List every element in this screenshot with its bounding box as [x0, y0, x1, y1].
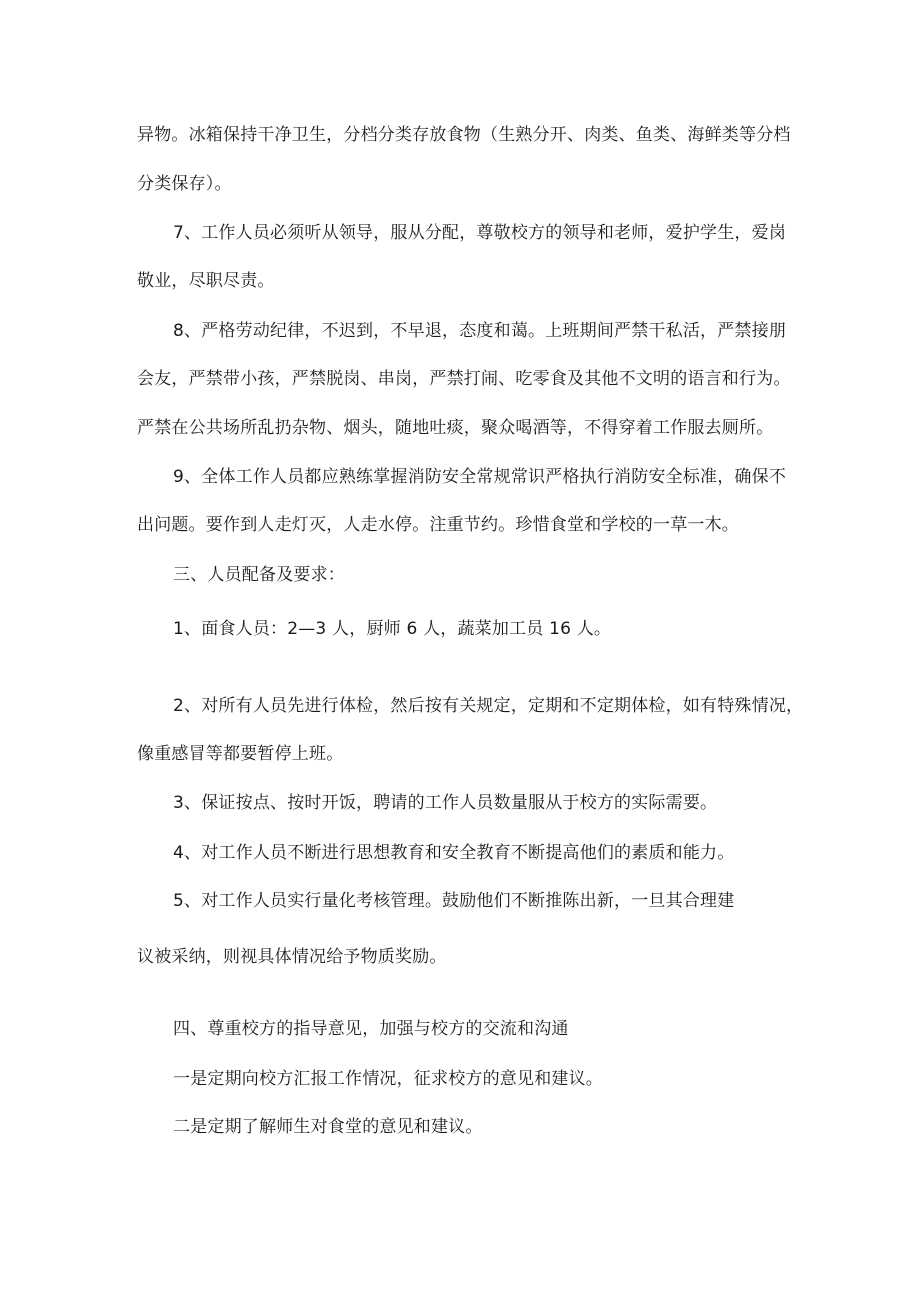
- paragraph-9-line-1: 9、全体工作人员都应熟练掌握消防安全常规常识严格执行消防安全标准，确保不: [173, 467, 787, 487]
- paragraph-9-line-2: 出问题。要作到人走灯灭，人走水停。注重节约。珍惜食堂和学校的一草一木。: [137, 515, 739, 535]
- staffing-item-2-line-1: 2、对所有人员先进行体检，然后按有关规定，定期和不定期体检，如有特殊情况，: [173, 696, 804, 716]
- paragraph-8-line-1: 8、严格劳动纪律，不迟到，不早退，态度和蔼。上班期间严禁干私活，严禁接朋: [173, 321, 787, 341]
- paragraph-7-line-2: 敬业，尽职尽责。: [137, 271, 275, 291]
- paragraph-8-line-2: 会友，严禁带小孩，严禁脱岗、串岗，严禁打闹、吃零食及其他不文明的语言和行为。: [137, 369, 791, 389]
- paragraph-8-line-3: 严禁在公共场所乱扔杂物、烟头，随地吐痰，聚众喝酒等，不得穿着工作服去厕所。: [137, 418, 774, 438]
- paragraph-6-line-2: 分类保存）。: [137, 174, 232, 194]
- communication-item-2: 二是定期了解师生对食堂的意见和建议。: [173, 1117, 483, 1137]
- paragraph-6-line-1: 异物。冰箱保持干净卫生，分档分类存放食物（生熟分开、肉类、鱼类、海鲜类等分档: [137, 125, 791, 145]
- section-heading-4: 四、尊重校方的指导意见，加强与校方的交流和沟通: [173, 1019, 569, 1039]
- paragraph-7-line-1: 7、工作人员必须听从领导，服从分配，尊敬校方的领导和老师，爱护学生，爱岗: [173, 223, 787, 243]
- section-heading-3: 三、人员配备及要求：: [173, 565, 345, 585]
- staffing-item-2-line-2: 像重感冒等都要暂停上班。: [137, 744, 344, 764]
- staffing-item-1: 1、面食人员：2—3 人，厨师 6 人，蔬菜加工员 16 人。: [173, 619, 612, 639]
- staffing-item-4: 4、对工作人员不断进行思想教育和安全教育不断提高他们的素质和能力。: [173, 843, 735, 863]
- staffing-item-5-line-1: 5、对工作人员实行量化考核管理。鼓励他们不断推陈出新，一旦其合理建: [173, 891, 735, 911]
- communication-item-1: 一是定期向校方汇报工作情况，征求校方的意见和建议。: [173, 1069, 603, 1089]
- staffing-item-3: 3、保证按点、按时开饭，聘请的工作人员数量服从于校方的实际需要。: [173, 793, 718, 813]
- staffing-item-5-line-2: 议被采纳，则视具体情况给予物质奖励。: [137, 947, 447, 967]
